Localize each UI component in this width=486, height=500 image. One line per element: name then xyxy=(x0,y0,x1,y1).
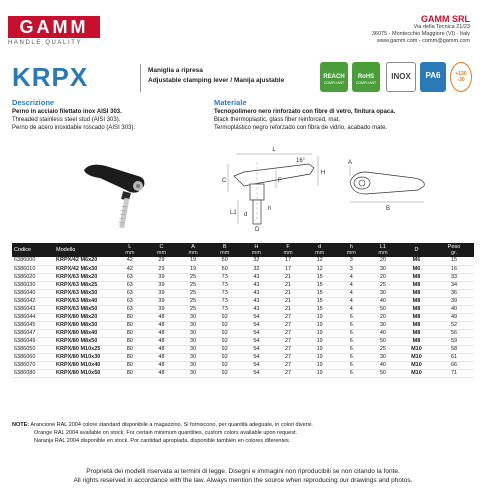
dim-h-small: h xyxy=(268,206,272,212)
table-cell: 30 xyxy=(177,353,209,361)
table-cell: 43 xyxy=(241,289,273,297)
table-cell: 63 xyxy=(114,281,146,289)
dim-b: B xyxy=(386,206,391,212)
table-cell: 21 xyxy=(272,297,304,305)
table-cell: KRPX/80 M10x40 xyxy=(54,361,114,369)
table-cell: 59 xyxy=(434,337,474,345)
material-line: Tecnopolimero nero rinforzato con fibre di vetro, finitura opaca. xyxy=(214,109,396,115)
table-cell: 6 xyxy=(335,361,367,369)
table-cell: 21 xyxy=(272,305,304,313)
table-cell: 92 xyxy=(209,369,241,377)
table-cell: KRPX/63 M8x25 xyxy=(54,281,114,289)
footer-line-it: Proprietà dei modelli riservata ai termini di legge. Disegni e immagini non riproducibili se non citando la fonte. xyxy=(86,468,400,475)
table-cell: 12 xyxy=(304,257,336,265)
table-cell: 27 xyxy=(272,369,304,377)
table-cell: 6386044 xyxy=(12,313,54,321)
table-cell: M10 xyxy=(399,353,434,361)
table-cell: 43 xyxy=(241,273,273,281)
table-cell: 63 xyxy=(114,297,146,305)
table-row xyxy=(12,337,474,345)
col-l: L mm xyxy=(114,243,146,257)
table-cell: 80 xyxy=(114,353,146,361)
table-cell: 63 xyxy=(114,289,146,297)
table-cell: 80 xyxy=(114,329,146,337)
table-cell: 15 xyxy=(434,257,474,265)
table-cell: 6386020 xyxy=(12,273,54,281)
table-cell: 54 xyxy=(241,369,273,377)
table-cell: 80 xyxy=(114,313,146,321)
dim-a: A xyxy=(348,160,353,166)
table-cell: 6386049 xyxy=(12,337,54,345)
materiale-heading: Materiale xyxy=(214,98,247,107)
table-cell: 73 xyxy=(209,281,241,289)
table-cell: 27 xyxy=(272,329,304,337)
table-cell: 6386045 xyxy=(12,321,54,329)
table-cell: M8 xyxy=(399,329,434,337)
table-cell: KRPX/80 M8x40 xyxy=(54,329,114,337)
table-body xyxy=(12,257,474,377)
table-cell: 61 xyxy=(434,353,474,361)
note-section xyxy=(12,421,313,445)
table-cell: 32 xyxy=(241,265,273,273)
table-cell: 19 xyxy=(304,313,336,321)
table-cell: 54 xyxy=(241,313,273,321)
material-line: Termoplástico negro reforzado con fibra de vidrio, acabado mate. xyxy=(214,125,388,131)
table-row xyxy=(12,353,474,361)
footer-line-en: All rights reserved in accordance with the law. Always mention the source when reproducing our drawings and photos. xyxy=(73,477,413,484)
table-cell: 49 xyxy=(434,313,474,321)
note-line: Naranja RAL 2004 disponible en stock. Por cantidad apropiada, disponible también en colores diferentes. xyxy=(34,438,291,444)
table-row xyxy=(12,265,474,273)
table-cell: 30 xyxy=(177,361,209,369)
table-cell: M6 xyxy=(399,257,434,265)
table-cell: 21 xyxy=(272,281,304,289)
table-header-row xyxy=(12,243,474,257)
table-cell: 6386000 xyxy=(12,257,54,265)
table-cell: 50 xyxy=(367,305,399,313)
table-cell: 19 xyxy=(177,265,209,273)
desc-line: Threaded stainless steel stud (AISI 303). xyxy=(12,117,121,123)
table-cell: 63 xyxy=(114,305,146,313)
table-cell: 29 xyxy=(146,265,178,273)
table-cell: 39 xyxy=(146,281,178,289)
table-cell: 66 xyxy=(434,361,474,369)
table-cell: 56 xyxy=(434,329,474,337)
table-cell: 92 xyxy=(209,337,241,345)
col-modello: Modello xyxy=(54,243,114,257)
table-cell: 39 xyxy=(434,297,474,305)
product-subtitle xyxy=(148,66,284,86)
table-cell: 6386060 xyxy=(12,353,54,361)
table-cell: 15 xyxy=(304,297,336,305)
table-cell: 92 xyxy=(209,353,241,361)
table-cell: KRPX/80 M10x30 xyxy=(54,353,114,361)
table-cell: 50 xyxy=(367,369,399,377)
table-cell: 16 xyxy=(434,265,474,273)
table-row xyxy=(12,297,474,305)
table-cell: 48 xyxy=(146,361,178,369)
tagline: HANDLE QUALITY xyxy=(8,40,83,46)
table-cell: 48 xyxy=(146,329,178,337)
desc-line: Perno in acciaio filettato inox AISI 303. xyxy=(12,109,122,115)
table-cell: 20 xyxy=(367,313,399,321)
table-cell: M8 xyxy=(399,273,434,281)
table-cell: 30 xyxy=(367,353,399,361)
table-cell: 15 xyxy=(304,281,336,289)
table-cell: 36 xyxy=(434,289,474,297)
table-cell: 33 xyxy=(434,273,474,281)
table-cell: 6386042 xyxy=(12,297,54,305)
table-cell: 48 xyxy=(146,369,178,377)
table-cell: KRPX/80 M10x25 xyxy=(54,345,114,353)
table-cell: 20 xyxy=(367,257,399,265)
table-cell: 21 xyxy=(272,289,304,297)
page-header xyxy=(0,0,486,58)
table-cell: 43 xyxy=(241,297,273,305)
table-cell: 27 xyxy=(272,313,304,321)
table-cell: M8 xyxy=(399,313,434,321)
table-cell: 40 xyxy=(367,297,399,305)
col-b: B mm xyxy=(209,243,241,257)
note-line: Orange RAL 2004 available on stock. For certain minimum quantities, custom colors available upon request. xyxy=(34,430,298,436)
table-cell: 54 xyxy=(241,329,273,337)
table-row xyxy=(12,321,474,329)
table-cell: 20 xyxy=(367,273,399,281)
table-cell: 71 xyxy=(434,369,474,377)
address-line: 36075 - Montecchio Maggiore (VI) - Italy xyxy=(371,31,470,37)
table-cell: 6 xyxy=(335,321,367,329)
table-cell: KRPX/42 M6x30 xyxy=(54,265,114,273)
note-line: Arancione RAL 2004 colore standard disponibile a magazzino. Si forniscono, per quantità adeguate, in colori diversi. xyxy=(30,422,313,428)
table-cell: 48 xyxy=(146,353,178,361)
table-cell: 4 xyxy=(335,297,367,305)
table-row xyxy=(12,361,474,369)
descrizione-section xyxy=(12,98,222,132)
table-cell: 12 xyxy=(304,265,336,273)
table-cell: 4 xyxy=(335,273,367,281)
table-cell: 19 xyxy=(304,337,336,345)
materiale-section xyxy=(214,98,474,132)
dim-l: L xyxy=(272,147,276,153)
table-cell: 80 xyxy=(114,361,146,369)
product-code: KRPX xyxy=(12,62,89,92)
table-cell: 4 xyxy=(335,289,367,297)
table-cell: 6386050 xyxy=(12,345,54,353)
table-cell: 25 xyxy=(177,289,209,297)
table-cell: KRPX/80 M8x20 xyxy=(54,313,114,321)
col-h: H mm xyxy=(241,243,273,257)
table-cell: M8 xyxy=(399,305,434,313)
table-row xyxy=(12,289,474,297)
inox-badge: INOX xyxy=(386,62,416,92)
table-cell: 6386043 xyxy=(12,305,54,313)
table-cell: 48 xyxy=(146,337,178,345)
table-cell: 17 xyxy=(272,257,304,265)
table-cell: 48 xyxy=(146,313,178,321)
table-cell: 19 xyxy=(304,361,336,369)
col-d: d mm xyxy=(304,243,336,257)
table-cell: 30 xyxy=(177,369,209,377)
col-l1: L1 mm xyxy=(367,243,399,257)
table-cell: M8 xyxy=(399,297,434,305)
table-cell: 6386080 xyxy=(12,369,54,377)
desc-line: Perno de acero inoxidable roscado (AISI 303). xyxy=(12,125,136,131)
table-cell: 25 xyxy=(367,345,399,353)
table-cell: 30 xyxy=(177,321,209,329)
table-cell: KRPX/63 M8x40 xyxy=(54,297,114,305)
table-cell: 25 xyxy=(177,273,209,281)
table-cell: 25 xyxy=(177,297,209,305)
subtitle-it: Maniglia a ripresa xyxy=(148,67,203,74)
table-cell: 73 xyxy=(209,297,241,305)
table-cell: 6 xyxy=(335,369,367,377)
col-c: C mm xyxy=(146,243,178,257)
table-cell: 50 xyxy=(209,265,241,273)
col-codice: Codice xyxy=(12,243,54,257)
pa6-badge: PA6 xyxy=(420,62,446,92)
table-cell: 30 xyxy=(367,265,399,273)
dim-d-thread: D xyxy=(255,227,260,232)
dim-d: d xyxy=(244,212,248,218)
table-cell: M8 xyxy=(399,281,434,289)
company-name: GAMM SRL xyxy=(421,14,470,24)
table-cell: 40 xyxy=(367,361,399,369)
table-cell: 42 xyxy=(114,265,146,273)
table-cell: 73 xyxy=(209,273,241,281)
logo-text: GAMM xyxy=(19,17,89,37)
table-cell: 50 xyxy=(209,257,241,265)
table-cell: KRPX/42 M6x20 xyxy=(54,257,114,265)
descrizione-heading: Descrizione xyxy=(12,98,55,107)
table-cell: 54 xyxy=(241,345,273,353)
dim-angle: 16° xyxy=(296,158,306,164)
table-cell: 30 xyxy=(177,329,209,337)
table-cell: KRPX/80 M10x50 xyxy=(54,369,114,377)
table-cell: 19 xyxy=(304,321,336,329)
table-cell: 73 xyxy=(209,305,241,313)
table-cell: 48 xyxy=(146,345,178,353)
table-cell: 73 xyxy=(209,289,241,297)
table-cell: 30 xyxy=(367,289,399,297)
table-cell: 32 xyxy=(241,257,273,265)
table-row xyxy=(12,329,474,337)
table-cell: 52 xyxy=(434,321,474,329)
table-cell: 39 xyxy=(146,273,178,281)
table-cell: 6 xyxy=(335,313,367,321)
table-cell: 30 xyxy=(367,321,399,329)
table-cell: M8 xyxy=(399,337,434,345)
table-cell: 42 xyxy=(114,257,146,265)
table-row xyxy=(12,369,474,377)
company-info xyxy=(372,14,470,45)
table-cell: 43 xyxy=(241,281,273,289)
table-cell: 19 xyxy=(304,329,336,337)
table-cell: 39 xyxy=(146,289,178,297)
table-cell: 15 xyxy=(304,289,336,297)
table-cell: 6 xyxy=(335,353,367,361)
table-row xyxy=(12,313,474,321)
table-cell: 3 xyxy=(335,257,367,265)
table-cell: 25 xyxy=(367,281,399,289)
table-cell: 58 xyxy=(434,345,474,353)
technical-drawing xyxy=(214,142,484,232)
table-row xyxy=(12,345,474,353)
table-cell: 63 xyxy=(114,273,146,281)
table-cell: 80 xyxy=(114,337,146,345)
table-row xyxy=(12,281,474,289)
table-cell: 80 xyxy=(114,345,146,353)
table-cell: 80 xyxy=(114,321,146,329)
table-cell: 92 xyxy=(209,361,241,369)
table-cell: M6 xyxy=(399,265,434,273)
table-cell: M10 xyxy=(399,361,434,369)
table-cell: M10 xyxy=(399,369,434,377)
table-cell: 6386010 xyxy=(12,265,54,273)
page-footer xyxy=(0,467,486,485)
table-cell: 4 xyxy=(335,305,367,313)
col-peso: Peso gr. xyxy=(434,243,474,257)
table-cell: 6 xyxy=(335,345,367,353)
table-cell: 19 xyxy=(304,353,336,361)
table-cell: 80 xyxy=(114,369,146,377)
col-f: F mm xyxy=(272,243,304,257)
table-cell: KRPX/80 M8x30 xyxy=(54,321,114,329)
table-cell: 27 xyxy=(272,361,304,369)
table-cell: 4 xyxy=(335,281,367,289)
table-cell: 39 xyxy=(146,297,178,305)
table-cell: 15 xyxy=(304,305,336,313)
dim-f: F xyxy=(278,178,282,184)
table-cell: 29 xyxy=(146,257,178,265)
table-row xyxy=(12,273,474,281)
dim-c: C xyxy=(222,178,227,184)
table-cell: 92 xyxy=(209,345,241,353)
table-row xyxy=(12,305,474,313)
table-cell: 19 xyxy=(304,369,336,377)
dimensions-table xyxy=(12,243,474,378)
table-cell: 34 xyxy=(434,281,474,289)
contact-line: www.gamm.com - comm@gamm.com xyxy=(377,38,470,44)
table-cell: 27 xyxy=(272,321,304,329)
table-cell: 27 xyxy=(272,337,304,345)
table-cell: 25 xyxy=(177,281,209,289)
table-cell: 6386040 xyxy=(12,289,54,297)
table-cell: 19 xyxy=(177,257,209,265)
col-d-thread: D xyxy=(399,243,434,257)
table-cell: 6386070 xyxy=(12,361,54,369)
table-cell: 54 xyxy=(241,353,273,361)
material-line: Black thermoplastic, glass fiber reinforced, mat. xyxy=(214,117,341,123)
table-cell: 17 xyxy=(272,265,304,273)
table-cell: 6386047 xyxy=(12,329,54,337)
rohs-badge: RoHS COMPLIANT xyxy=(352,62,380,92)
col-a: A mm xyxy=(177,243,209,257)
table-cell: 43 xyxy=(241,305,273,313)
table-cell: 30 xyxy=(177,345,209,353)
product-photo xyxy=(80,152,180,232)
note-label: NOTE: xyxy=(12,422,30,428)
table-cell: 3 xyxy=(335,265,367,273)
table-cell: 92 xyxy=(209,321,241,329)
table-cell: 25 xyxy=(177,305,209,313)
table-cell: 6386030 xyxy=(12,281,54,289)
gamm-logo xyxy=(8,16,100,38)
table-cell: 54 xyxy=(241,337,273,345)
table-cell: 40 xyxy=(434,305,474,313)
table-cell: 54 xyxy=(241,321,273,329)
reach-badge: REACH COMPLIANT xyxy=(320,62,348,92)
table-cell: M8 xyxy=(399,321,434,329)
table-cell: 92 xyxy=(209,313,241,321)
table-cell: 27 xyxy=(272,345,304,353)
table-cell: KRPX/63 M8x30 xyxy=(54,289,114,297)
table-cell: 54 xyxy=(241,361,273,369)
table-cell: M8 xyxy=(399,289,434,297)
table-cell: M10 xyxy=(399,345,434,353)
col-h-small: h mm xyxy=(335,243,367,257)
table-cell: 15 xyxy=(304,273,336,281)
table-cell: 40 xyxy=(367,329,399,337)
table-cell: KRPX/80 M8x50 xyxy=(54,337,114,345)
table-cell: 19 xyxy=(304,345,336,353)
address-line: Via della Tecnica 21/23 xyxy=(413,24,470,30)
table-cell: KRPX/63 M8x50 xyxy=(54,305,114,313)
table-row xyxy=(12,257,474,265)
title-divider xyxy=(140,64,141,92)
table-cell: 30 xyxy=(177,337,209,345)
table-cell: 6 xyxy=(335,329,367,337)
table-cell: 27 xyxy=(272,353,304,361)
table-cell: 92 xyxy=(209,329,241,337)
subtitle-en-es: Adjustable clamping lever / Manija ajustable xyxy=(148,77,285,84)
dim-l1: L1 xyxy=(230,210,237,216)
dim-h: H xyxy=(321,170,326,176)
table-cell: KRPX/63 M8x20 xyxy=(54,273,114,281)
table-cell: 30 xyxy=(177,313,209,321)
table-cell: 39 xyxy=(146,305,178,313)
table-cell: 21 xyxy=(272,273,304,281)
table-cell: 48 xyxy=(146,321,178,329)
table-cell: 50 xyxy=(367,337,399,345)
table-cell: 6 xyxy=(335,337,367,345)
temperature-badge: +130 -30 xyxy=(450,62,472,92)
